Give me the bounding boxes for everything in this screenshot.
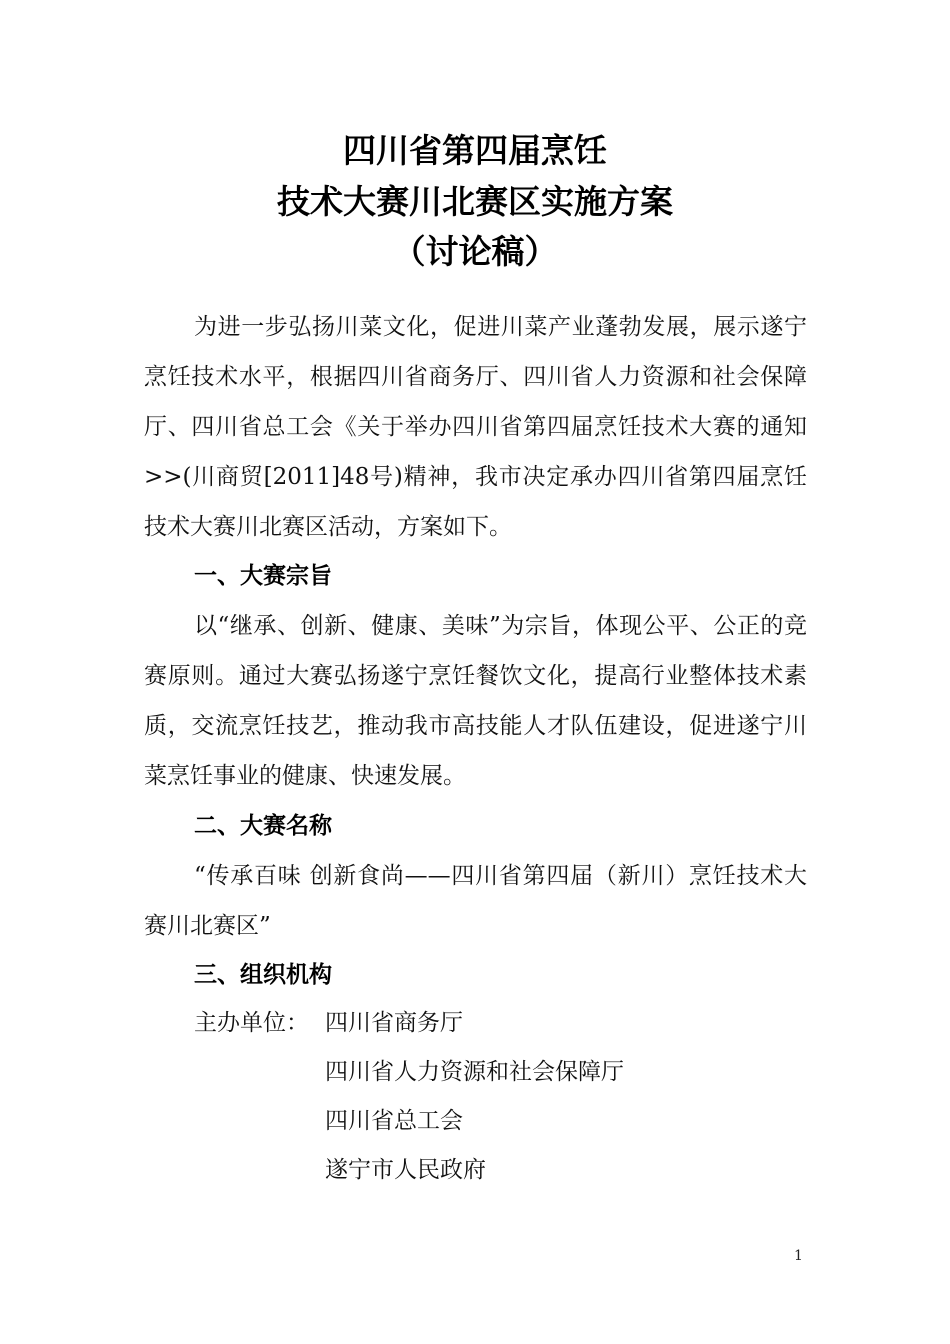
organizer-item: 四川省总工会 <box>325 1108 463 1134</box>
organizer-label: 主办单位： <box>194 1010 309 1036</box>
document-title-line-1: 四川省第四届烹饪 <box>343 131 607 170</box>
organizer-item: 四川省商务厅 <box>325 1010 463 1036</box>
document-title-line-3: （讨论稿） <box>392 232 558 271</box>
competition-name-paragraph: “传承百味 创新食尚——四川省第四届（新川）烹饪技术大赛川北赛区” <box>144 863 807 939</box>
section-heading-purpose: 一、大赛宗旨 <box>194 563 332 589</box>
document-title-line-2: 技术大赛川北赛区实施方案 <box>277 182 673 221</box>
organizer-item: 遂宁市人民政府 <box>325 1157 486 1183</box>
organizer-item: 四川省人力资源和社会保障厅 <box>325 1059 624 1085</box>
intro-paragraph: 为进一步弘扬川菜文化，促进川菜产业蓬勃发展，展示遂宁烹饪技术水平，根据四川省商务厅、四川省人力资源和社会保障厅、四川省总工会《关于举办四川省第四届烹饪技术大赛的通知>>(川商贸[2011]48号)精神，我市决定承办四川省第四届烹饪技术大赛川北赛区活动，方案如下。 <box>144 314 807 540</box>
purpose-paragraph: 以“继承、创新、健康、美味”为宗旨，体现公平、公正的竞赛原则。通过大赛弘扬遂宁烹饪餐饮文化，提高行业整体技术素质，交流烹饪技艺，推动我市高技能人才队伍建设，促进遂宁川菜烹饪事业的健康、快速发展。 <box>144 613 807 789</box>
section-heading-organization: 三、组织机构 <box>194 962 332 988</box>
page-number: 1 <box>794 1248 803 1264</box>
section-heading-name: 二、大赛名称 <box>194 813 332 839</box>
